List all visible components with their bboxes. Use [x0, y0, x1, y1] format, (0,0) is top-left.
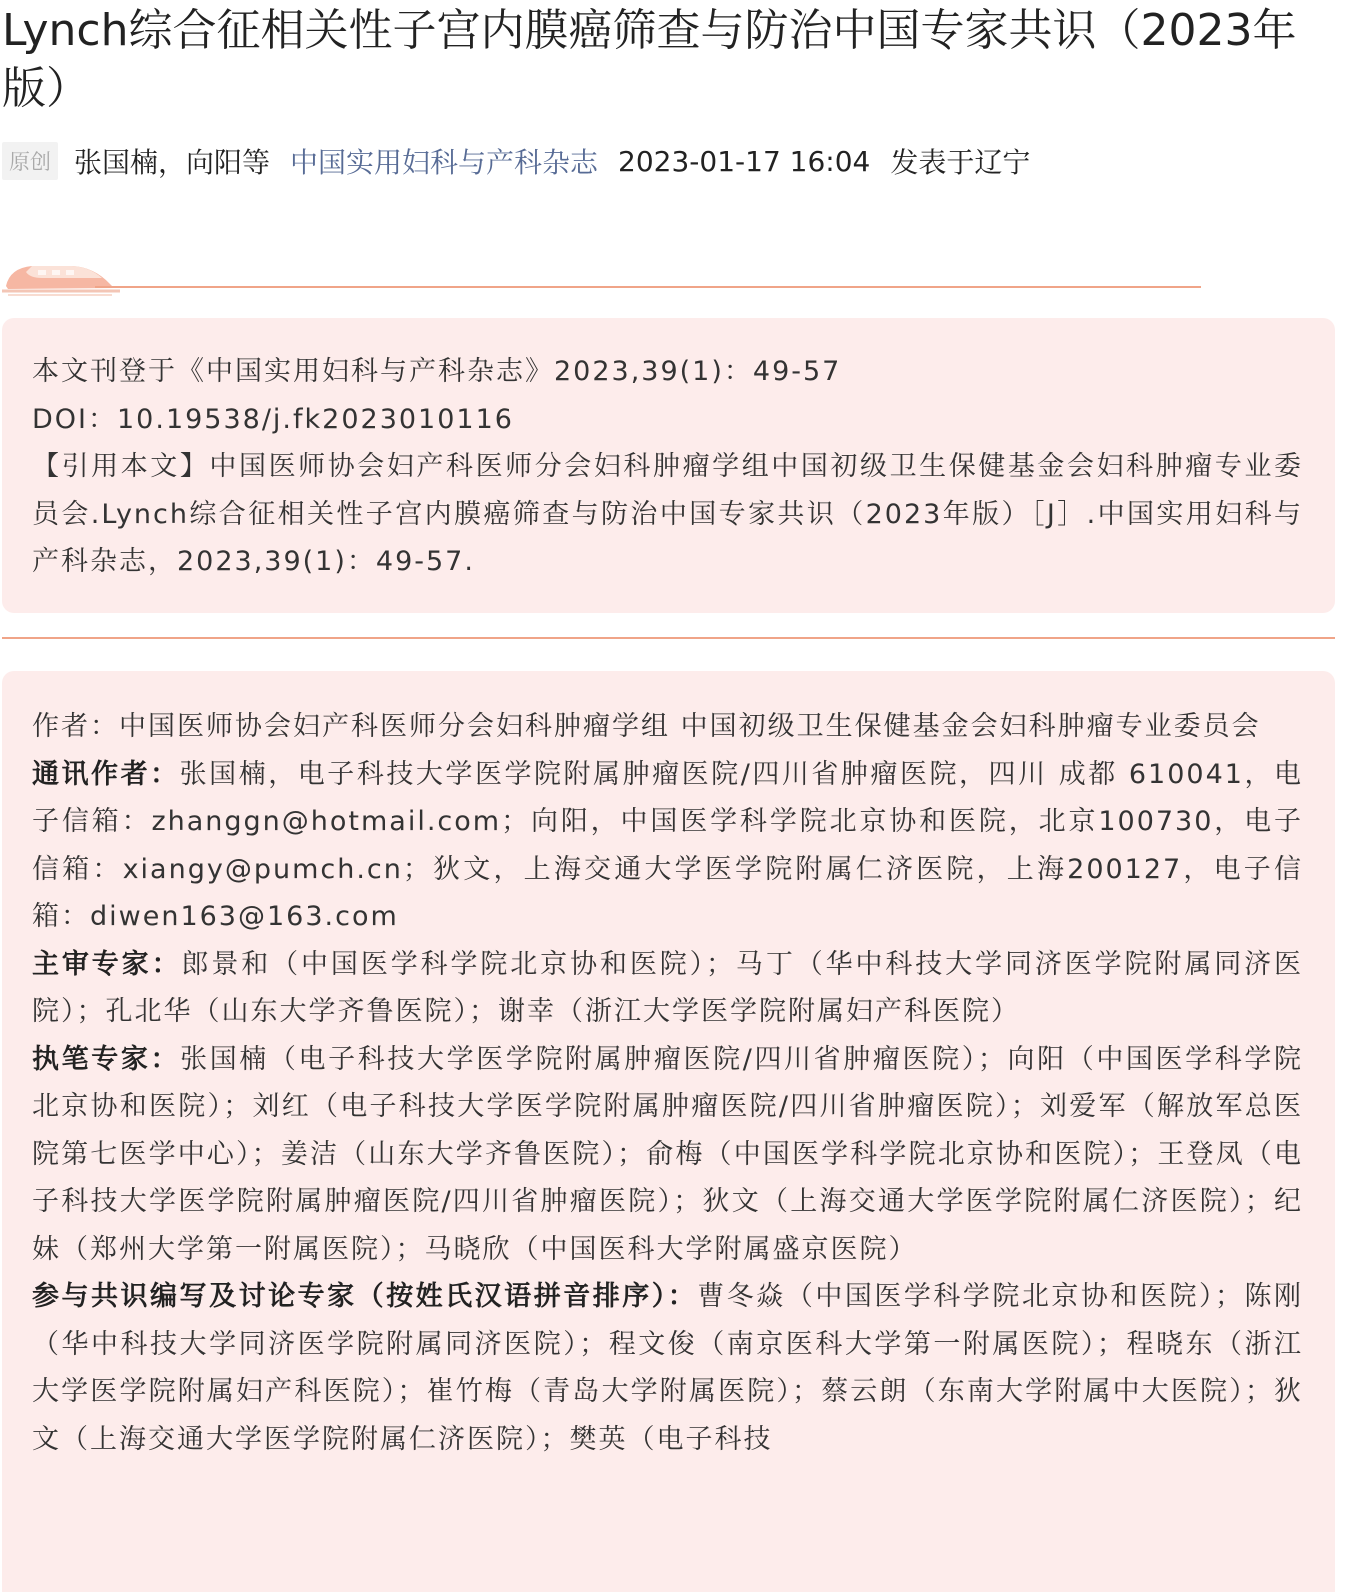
article-meta: [2, 140, 1030, 182]
writing-experts: [32, 1036, 1303, 1274]
corresponding-authors: [32, 751, 1303, 941]
divider-middle: [2, 637, 1335, 639]
divider-top: [95, 286, 1201, 288]
original-tag: 原创: [2, 142, 58, 180]
citation-reference: 【引用本文】中国医师协会妇产科医师分会妇科肿瘤学组中国初级卫生保健基金会妇科肿瘤专业委员会.Lynch综合征相关性子宫内膜癌筛查与防治中国专家共识（2023年版）［J］.中国实用妇科与产科杂志，2023,39(1)：49-57.: [32, 451, 1303, 577]
reviewers-text: 郎景和（中国医学科学院北京协和医院）；马丁（华中科技大学同济医学院附属同济医院）；孔北华（山东大学齐鲁医院）；谢幸（浙江大学医学院附属妇产科医院）: [32, 948, 1304, 1027]
participants-text: 曹冬焱（中国医学科学院北京协和医院）；陈刚（华中科技大学同济医学院附属同济医院）；程文俊（南京医科大学第一附属医院）；程晓东（浙江大学医学院附属妇产科医院）；崔竹梅（青岛大学附属医院）；蔡云朗（东南大学附属中大医院）；狄文（上海交通大学医学院附属仁济医院）；樊英（电子科技: [32, 1281, 1304, 1455]
reviewers-label: 主审专家：: [32, 948, 182, 980]
participating-experts: [32, 1273, 1303, 1463]
publish-location: 发表于辽宁: [890, 146, 1031, 179]
citation-source: 本文刊登于《中国实用妇科与产科杂志》2023,39(1)：49-57: [32, 356, 842, 387]
citation-doi: DOI：10.19538/j.fk2023010116: [32, 403, 514, 435]
author-line: 作者：中国医师协会妇产科医师分会妇科肿瘤学组 中国初级卫生保健基金会妇科肿瘤专业委员会: [32, 711, 1261, 742]
writers-label: 执笔专家：: [32, 1043, 181, 1075]
corresponding-label: 通讯作者：: [32, 758, 180, 790]
train-icon: [2, 258, 122, 298]
journal-link[interactable]: 中国实用妇科与产科杂志: [290, 146, 599, 179]
citation-box: [2, 318, 1335, 613]
chief-reviewers: [32, 941, 1303, 1036]
article-authors: 张国楠，向阳等: [74, 146, 271, 179]
corresponding-text: 张国楠，电子科技大学医学院附属肿瘤医院/四川省肿瘤医院，四川 成都 610041，电子信箱：zhanggn@hotmail.com；向阳，中国医学科学院北京协和医院，北京100730，电子信箱：xiangy@pumch.cn；狄文，上海交通大学医学院附属仁济医院，上海200127，电子信箱：diwen163@163.com: [32, 758, 1304, 932]
article-title: Lynch综合征相关性子宫内膜癌筛查与防治中国专家共识（2023年版）: [2, 5, 1297, 114]
writers-text: 张国楠（电子科技大学医学院附属肿瘤医院/四川省肿瘤医院）；向阳（中国医学科学院北京协和医院）；刘红（电子科技大学医学院附属肿瘤医院/四川省肿瘤医院）；刘爱军（解放军总医院第七医学中心）；姜洁（山东大学齐鲁医院）；俞梅（中国医学科学院北京协和医院）；王登凤（电子科技大学医学院附属肿瘤医院/四川省肿瘤医院）；狄文（上海交通大学医学院附属仁济医院）；纪妹（郑州大学第一附属医院）；马晓欣（中国医科大学附属盛京医院）: [32, 1043, 1303, 1265]
publish-datetime: 2023-01-17 16:04: [618, 144, 871, 178]
participants-label: 参与共识编写及讨论专家（按姓氏汉语拼音排序）：: [32, 1281, 698, 1312]
authors-box: [2, 671, 1335, 1592]
